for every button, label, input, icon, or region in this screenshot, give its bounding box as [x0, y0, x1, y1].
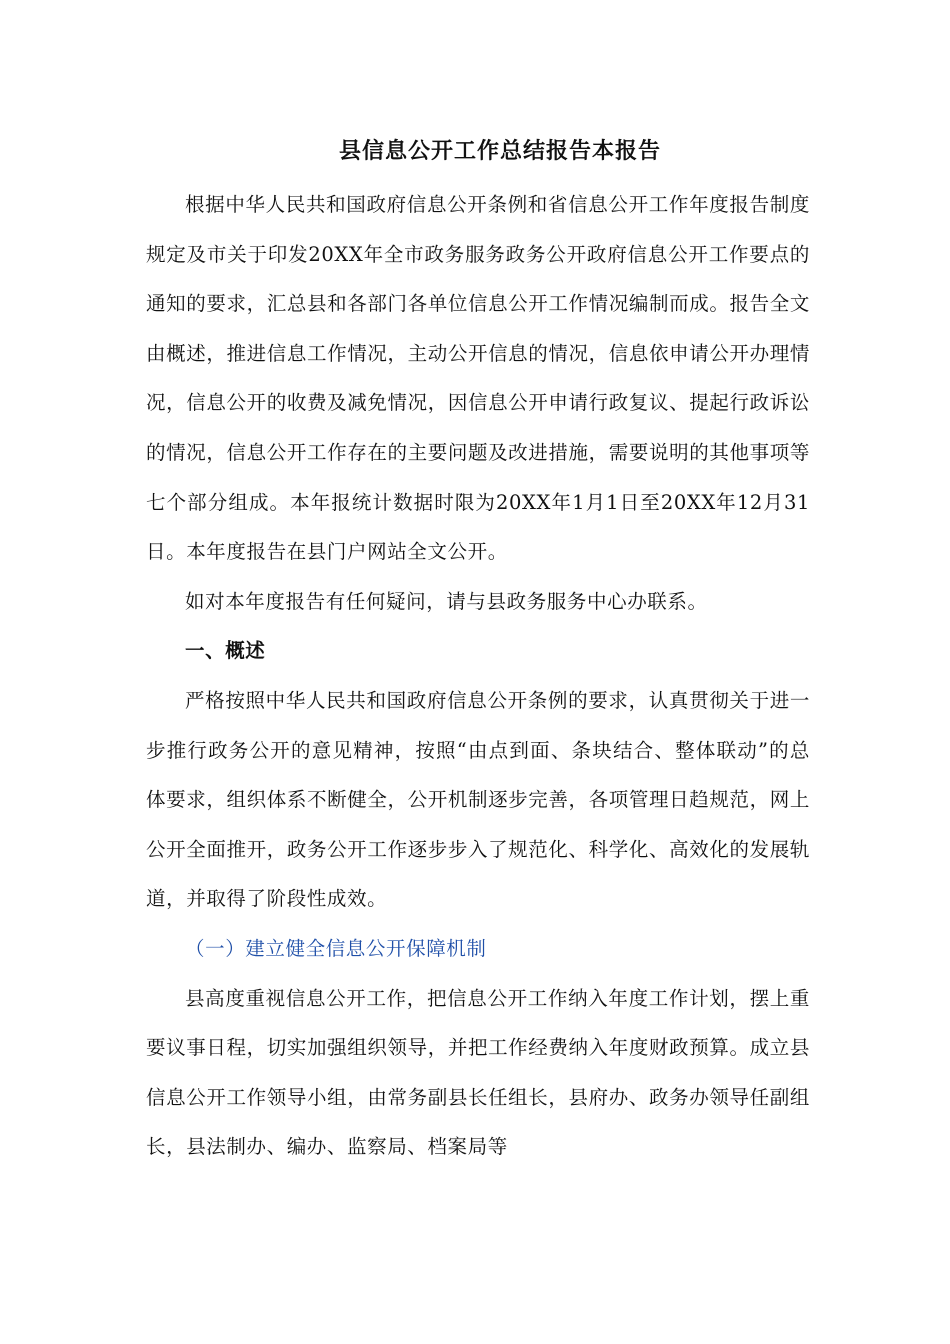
- paragraph-mechanism: 县高度重视信息公开工作，把信息公开工作纳入年度工作计划，摆上重要议事日程，切实加强组织领导，并把工作经费纳入年度财政预算。成立县信息公开工作领导小组，由常务副县长任组长，县府办、政务办领导任副组长，县法制办、编办、监察局、档案局等: [146, 986, 810, 1159]
- document-title: 县信息公开工作总结报告本报告: [338, 138, 661, 164]
- paragraph-contact: 如对本年度报告有任何疑问，请与县政务服务中心办联系。: [185, 589, 708, 613]
- subsection-heading-mechanism: （一）建立健全信息公开保障机制: [185, 936, 487, 960]
- paragraph-intro: 根据中华人民共和国政府信息公开条例和省信息公开工作年度报告制度规定及市关于印发20XX年全市政务服务政务公开政府信息公开工作要点的通知的要求，汇总县和各部门各单位信息公开工作情况编制而成。报告全文由概述，推进信息工作情况，主动公开信息的情况，信息依申请公开办理情况，信息公开的收费及减免情况，因信息公开申请行政复议、提起行政诉讼的情况，信息公开工作存在的主要问题及改进措施，需要说明的其他事项等七个部分组成。本年报统计数据时限为20XX年1月1日至20XX年12月31日。本年度报告在县门户网站全文公开。: [146, 193, 810, 564]
- section-heading-overview: 一、概述: [185, 639, 266, 663]
- paragraph-overview: 严格按照中华人民共和国政府信息公开条例的要求，认真贯彻关于进一步推行政务公开的意见精神，按照“由点到面、条块结合、整体联动”的总体要求，组织体系不断健全，公开机制逐步完善，各项管理日趋规范，网上公开全面推开，政务公开工作逐步步入了规范化、科学化、高效化的发展轨道，并取得了阶段性成效。: [146, 688, 810, 911]
- document-body: [146, 180, 810, 1172]
